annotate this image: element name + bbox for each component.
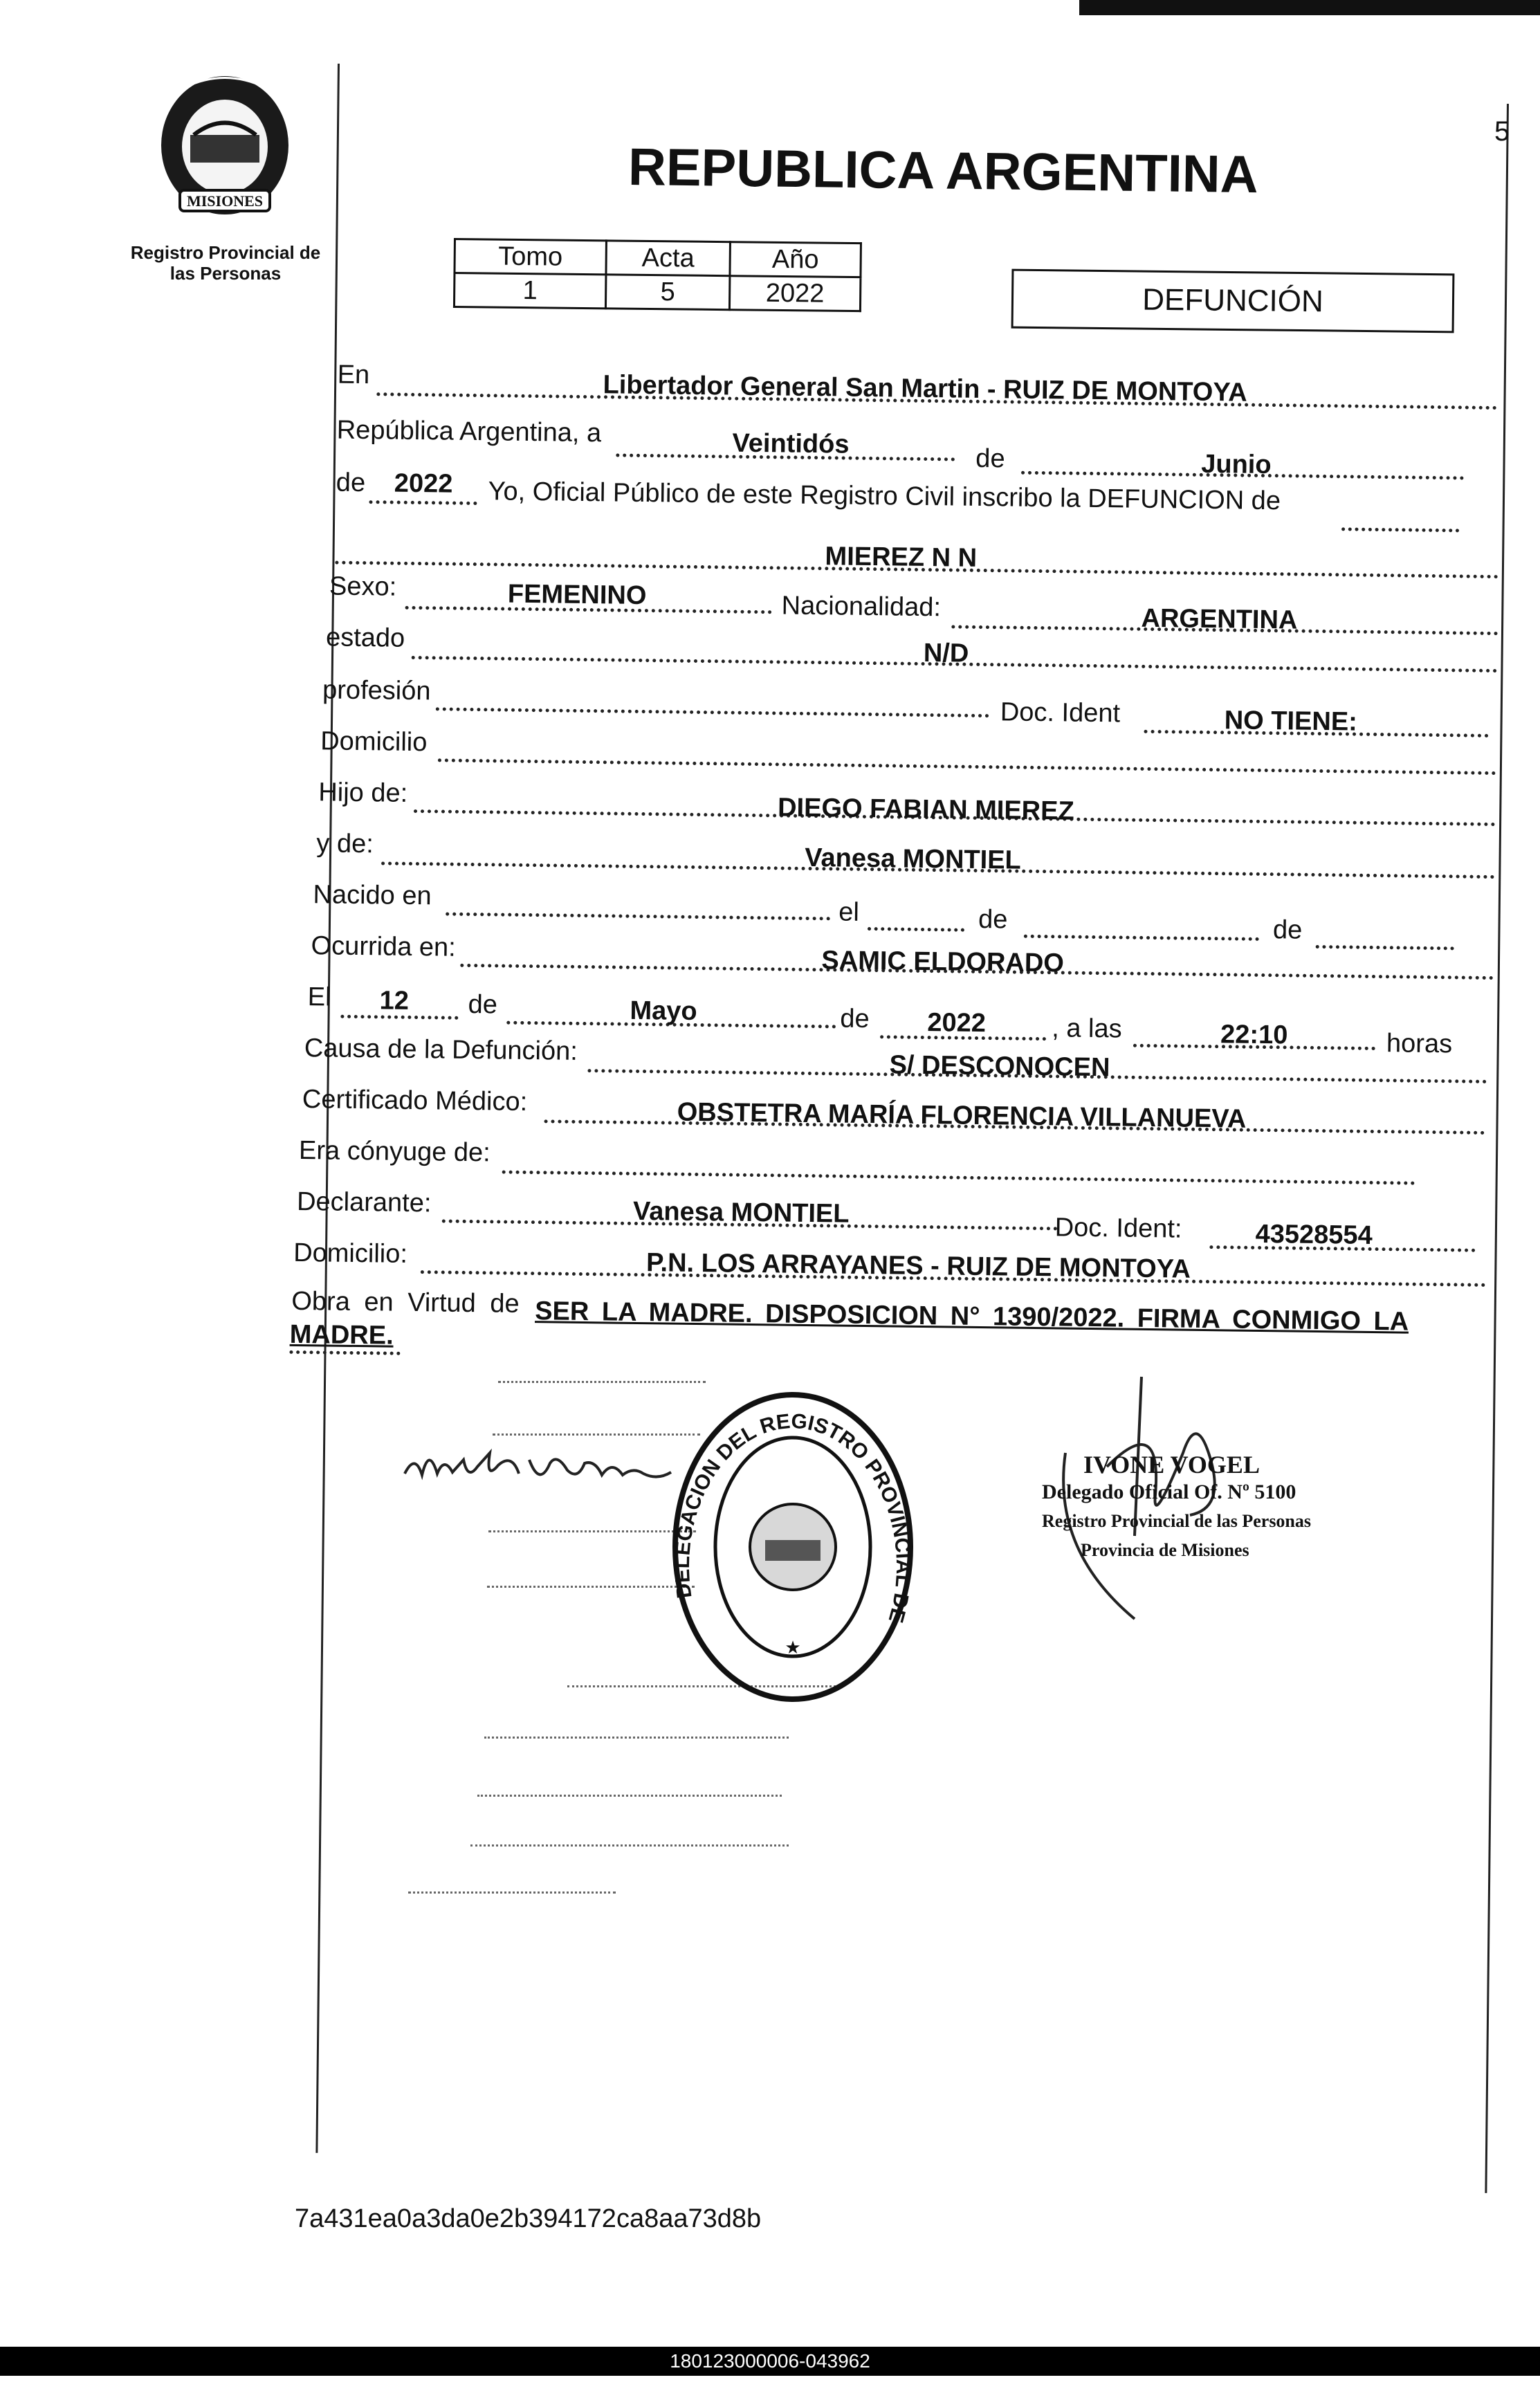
label-obra: Obra en Virtud de <box>291 1286 520 1319</box>
value-nacionalidad: ARGENTINA <box>1141 603 1298 635</box>
label-profesion: profesión <box>322 675 431 706</box>
official-title: Delegado Oficial Of. Nº 5100 <box>1042 1481 1296 1503</box>
label-horas: horas <box>1386 1029 1453 1059</box>
label-nacido-el: el <box>838 897 860 927</box>
value-dia-letras: Veintidós <box>732 428 850 459</box>
label-certificado: Certificado Médico: <box>302 1085 528 1117</box>
official-registry: Registro Provincial de las Personas <box>1042 1511 1312 1531</box>
ref-header-tomo: Tomo <box>455 239 607 275</box>
value-declarante: Vanesa MONTIEL <box>632 1196 850 1229</box>
label-declarante-doc: Doc. Ident: <box>1054 1213 1182 1244</box>
dots-conyuge <box>502 1171 1415 1185</box>
record-type: DEFUNCIÓN <box>1142 282 1324 319</box>
footer-bar <box>0 2347 1540 2376</box>
value-mes: Junio <box>1200 449 1272 480</box>
value-anio-defuncion: 2022 <box>927 1008 987 1038</box>
page-number: 5 <box>1494 116 1510 147</box>
value-anio-registro: 2022 <box>394 468 453 499</box>
label-nacionalidad: Nacionalidad: <box>781 591 942 623</box>
bleed-line <box>498 1381 706 1383</box>
value-obra-line1: SER LA MADRE. DISPOSICION N° 1390/2022. FIRMA CONMIGO LA <box>534 1297 1409 1337</box>
bleed-line <box>470 1844 789 1847</box>
dots-nacido-mes <box>1024 935 1259 941</box>
label-causa: Causa de la Defunción: <box>304 1034 578 1066</box>
value-madre: Vanesa MONTIEL <box>805 843 1022 875</box>
value-fallecido: MIEREZ N N <box>825 542 978 573</box>
bleed-line <box>408 1891 616 1894</box>
dots-profesion <box>436 707 989 717</box>
value-lugar: Libertador General San Martin - RUIZ DE MONTOYA <box>603 370 1247 407</box>
value-mes-defuncion: Mayo <box>630 996 697 1027</box>
bleed-line <box>477 1795 782 1797</box>
dots-domicilio <box>438 758 1496 775</box>
label-domicilio: Domicilio <box>320 726 428 758</box>
label-en: En <box>337 360 370 390</box>
label-el: El <box>307 982 331 1012</box>
svg-text:DELEGACION DEL REGISTRO PROVIN: DELEGACION DEL REGISTRO PROVINCIAL DE <box>670 1409 915 1625</box>
ref-value-anio: 2022 <box>729 276 861 311</box>
label-nacido-de: de <box>978 904 1008 935</box>
bleed-line <box>487 1586 695 1588</box>
label-conyuge: Era cónyuge de: <box>298 1135 491 1168</box>
dots-nacido-dia <box>868 927 964 932</box>
registry-name: Registro Provincial de las Personas <box>130 242 321 284</box>
label-de-mes-def: de <box>468 989 498 1020</box>
value-estado: N/D <box>923 638 969 668</box>
label-declarante-domicilio: Domicilio: <box>293 1238 408 1269</box>
label-nacido-en: Nacido en <box>313 880 432 911</box>
label-republica: República Argentina, a <box>336 415 602 448</box>
bleed-line <box>488 1530 696 1532</box>
label-y-de: y de: <box>316 829 374 859</box>
barcode-id: 180123000006-043962 <box>670 2350 870 2372</box>
svg-text:MISIONES: MISIONES <box>186 192 264 210</box>
ref-header-anio: Año <box>730 242 861 277</box>
label-hijo-de: Hijo de: <box>318 778 408 808</box>
label-estado: estado <box>325 623 405 653</box>
dots-anio <box>369 500 477 505</box>
ref-header-acta: Acta <box>606 241 731 276</box>
dots-de-cont <box>1341 527 1459 532</box>
official-province: Provincia de Misiones <box>1081 1540 1249 1560</box>
label-nacido-de-2: de <box>1272 915 1303 945</box>
ref-value-tomo: 1 <box>454 273 606 309</box>
label-yo: Yo, Oficial Público de este Registro Civil inscribo la DEFUNCION de <box>488 477 1281 516</box>
document-hash: 7a431ea0a3da0e2b394172ca8aa73d8b <box>295 2204 762 2233</box>
label-de-anio-def: de <box>840 1004 870 1034</box>
page-title: REPUBLICA ARGENTINA <box>627 138 1259 205</box>
registry-stamp <box>668 1388 917 1706</box>
value-doc-ident: NO TIENE: <box>1224 706 1358 737</box>
value-causa: S/ DESCONOCEN <box>889 1050 1110 1083</box>
label-de-mes: de <box>975 443 1005 474</box>
dots-nacido-en <box>446 913 830 921</box>
value-certificado: OBSTETRA MARÍA FLORENCIA VILLANUEVA <box>677 1097 1247 1134</box>
value-dia-defuncion: 12 <box>379 986 410 1016</box>
value-ocurrida-en: SAMIC ELDORADO <box>821 946 1065 978</box>
value-padre: DIEGO FABIAN MIEREZ <box>777 793 1074 826</box>
ref-value-acta: 5 <box>605 275 730 310</box>
label-de-anio: de <box>336 468 366 498</box>
value-declarante-doc: 43528554 <box>1255 1219 1373 1250</box>
label-doc-ident: Doc. Ident <box>1000 697 1121 729</box>
official-name: IVONE VOGEL <box>1083 1451 1260 1478</box>
value-sexo: FEMENINO <box>507 579 647 611</box>
label-declarante: Declarante: <box>296 1187 432 1218</box>
label-a-las: , a las <box>1052 1014 1122 1044</box>
svg-text:★: ★ <box>785 1637 801 1658</box>
label-ocurrida-en: Ocurrida en: <box>311 931 456 962</box>
value-obra-line2: MADRE. <box>289 1319 394 1350</box>
dots-nacido-anio <box>1316 945 1454 950</box>
dots-obra <box>289 1350 400 1355</box>
value-hora: 22:10 <box>1220 1020 1288 1050</box>
label-sexo: Sexo: <box>329 571 397 602</box>
bleed-line <box>484 1737 789 1739</box>
value-declarante-domicilio: P.N. LOS ARRAYANES - RUIZ DE MONTOYA <box>645 1248 1191 1284</box>
